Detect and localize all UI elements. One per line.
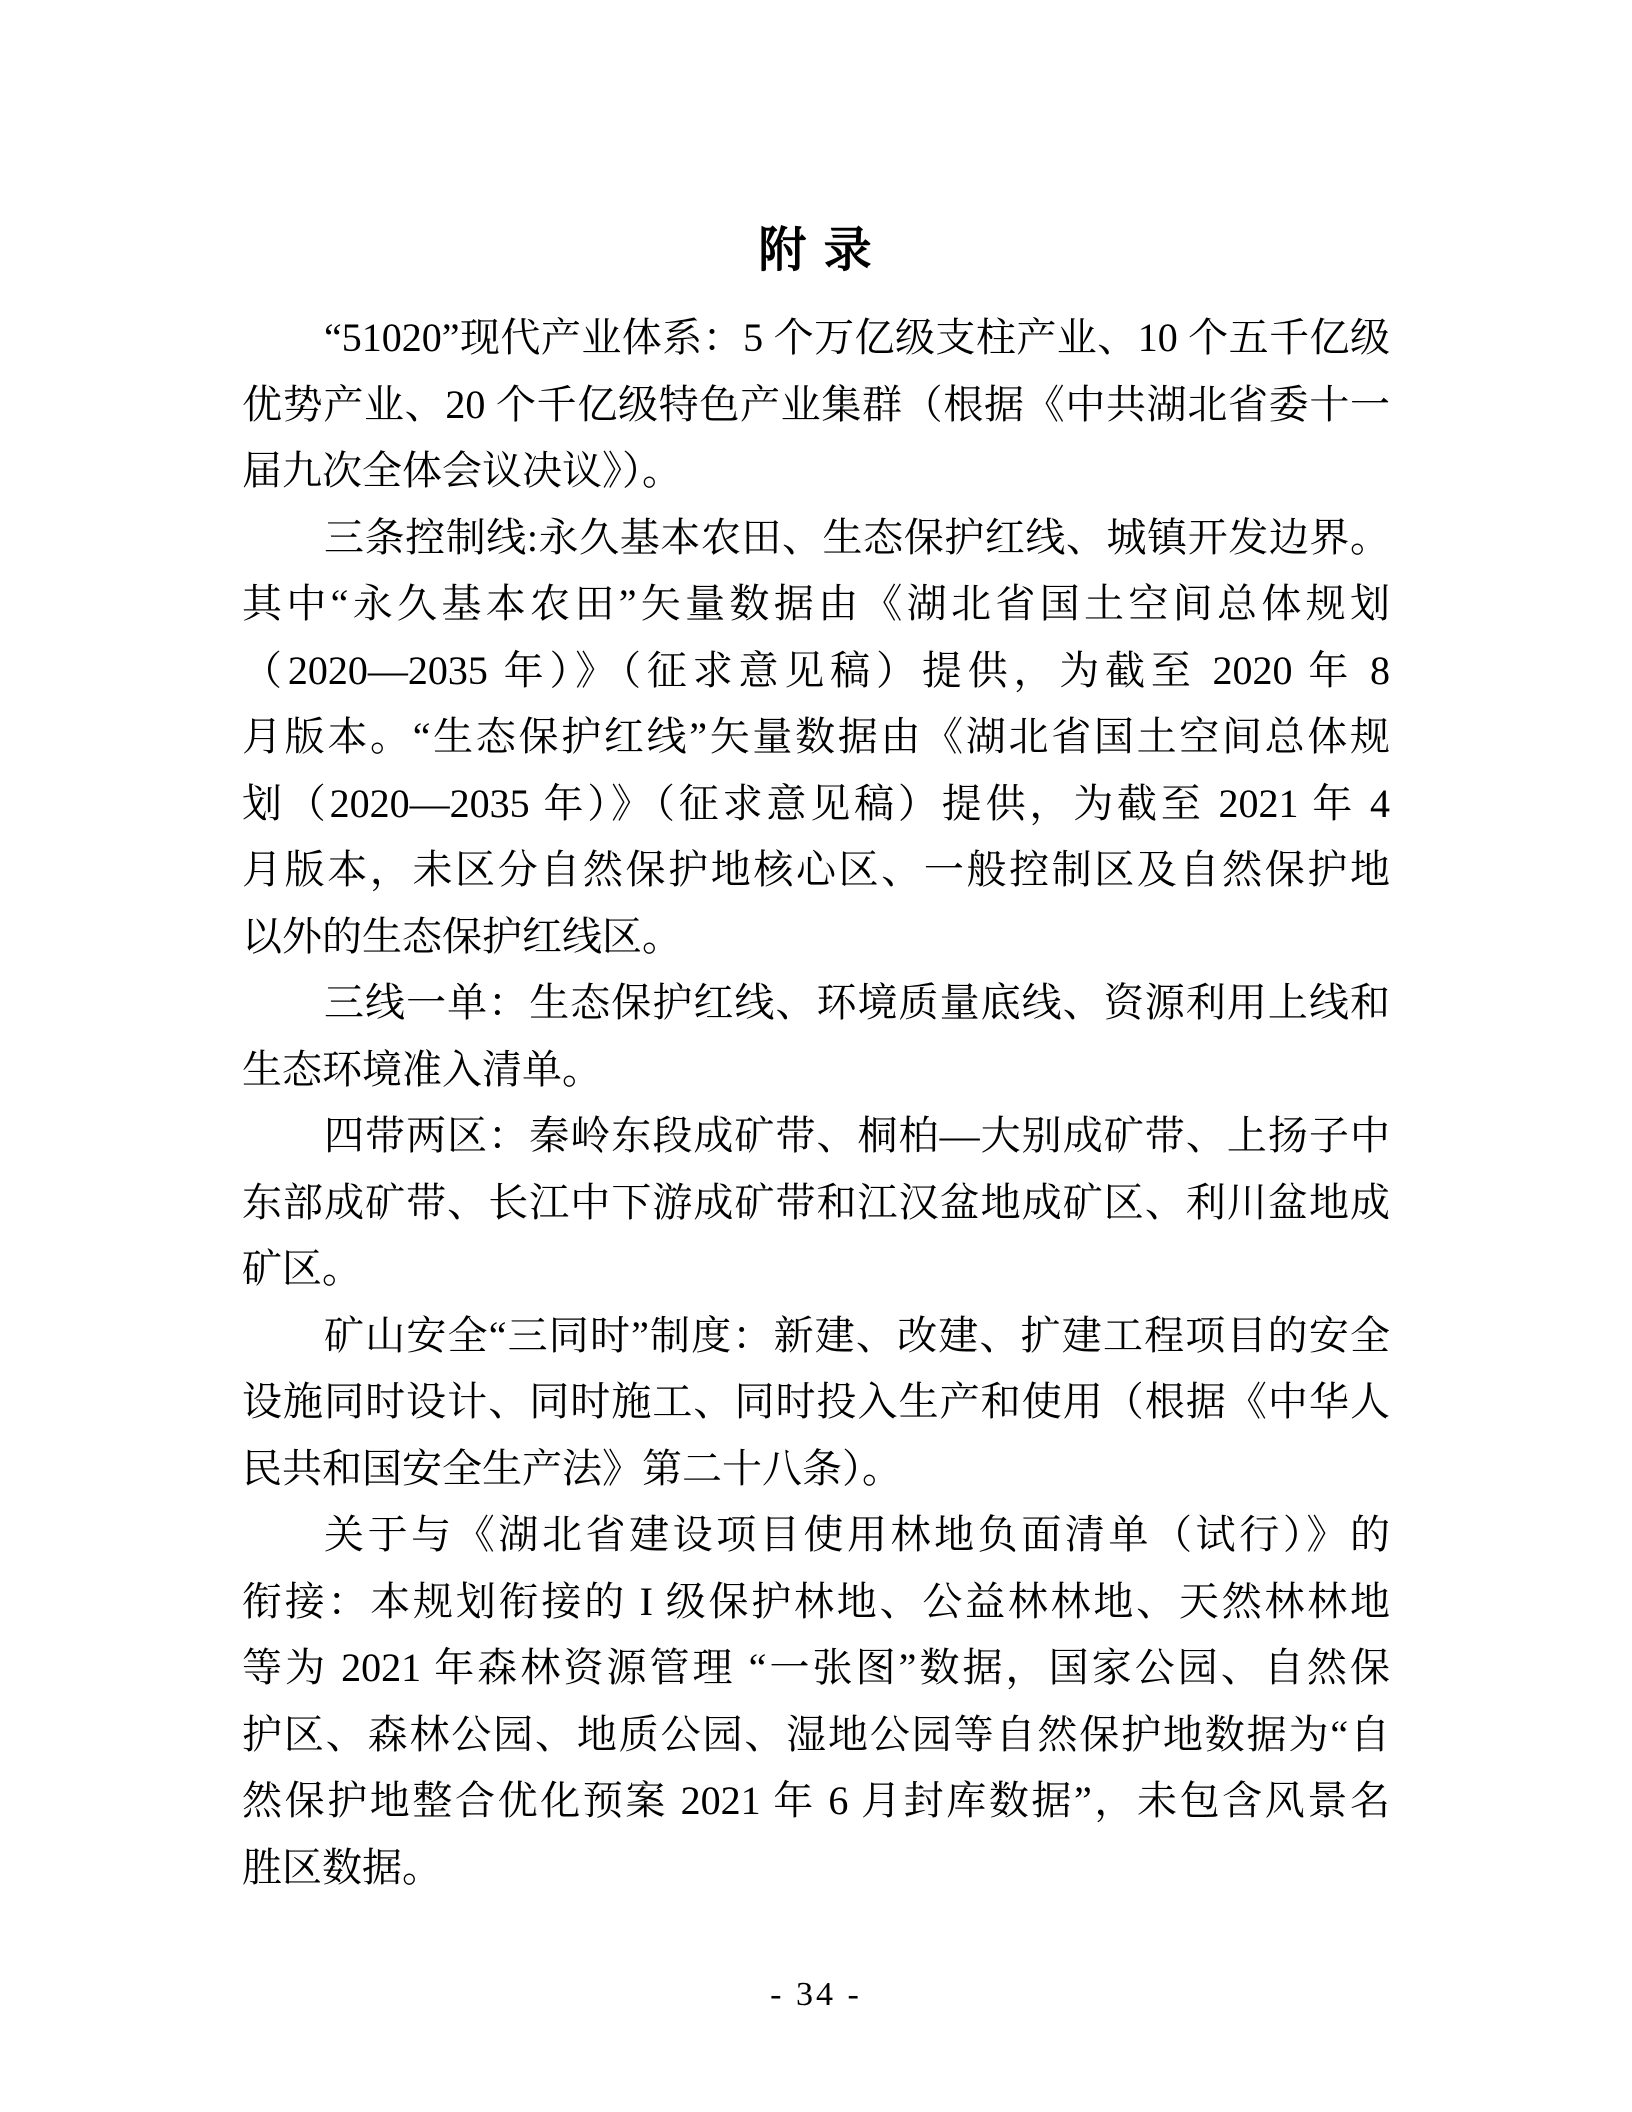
paragraph-line: 矿山安全“三同时”制度：新建、改建、扩建工程项目的安全 <box>324 1312 1390 1358</box>
paragraph-line: 三条控制线:永久基本农田、生态保护红线、城镇开发边界。 <box>324 514 1390 560</box>
paragraph-line: 然保护地整合优化预案 2021 年 6 月封库数据”，未包含风景名 <box>242 1778 1390 1823</box>
paragraph-line: 民共和国安全生产法》第二十八条）。 <box>242 1445 902 1491</box>
paragraph-line: 护区、森林公园、地质公园、湿地公园等自然保护地数据为“自 <box>242 1711 1390 1757</box>
paragraph-line: 划（2020—2035 年）》（征求意见稿）提供，为截至 2021 年 4 <box>242 780 1390 826</box>
paragraph-line: 月版本，未区分自然保护地核心区、一般控制区及自然保护地 <box>242 847 1390 892</box>
paragraph-line: 矿区。 <box>242 1246 362 1291</box>
paragraph-line: 以外的生态保护红线区。 <box>242 913 682 959</box>
paragraph <box>242 1502 1390 1901</box>
paragraph-line: 四带两区：秦岭东段成矿带、桐柏—大别成矿带、上扬子中 <box>324 1113 1390 1158</box>
paragraph-line: 关于与《湖北省建设项目使用林地负面清单（试行）》的 <box>324 1512 1390 1557</box>
paragraph-line: 衔接：本规划衔接的 I 级保护林地、公益林林地、天然林林地 <box>242 1578 1390 1624</box>
paragraph <box>242 305 1390 505</box>
paragraph-line: 其中“永久基本农田”矢量数据由《湖北省国土空间总体规划 <box>242 581 1390 626</box>
document-body <box>242 305 1390 1901</box>
paragraph-line: “51020”现代产业体系：5 个万亿级支柱产业、10 个五千亿级 <box>324 315 1390 360</box>
paragraph-line: 东部成矿带、长江中下游成矿带和江汉盆地成矿区、利川盆地成 <box>242 1179 1390 1225</box>
paragraph-line: 优势产业、20 个千亿级特色产业集群（根据《中共湖北省委十一 <box>242 381 1390 427</box>
page-number: - 34 - <box>770 1976 862 2013</box>
paragraph <box>242 970 1390 1103</box>
paragraph-line: 月版本。“生态保护红线”矢量数据由《湖北省国土空间总体规 <box>242 714 1390 759</box>
paragraph <box>242 505 1390 971</box>
paragraph <box>242 1103 1390 1303</box>
paragraph-line: 三线一单：生态保护红线、环境质量底线、资源利用上线和 <box>324 980 1390 1025</box>
paragraph-line: 届九次全体会议决议》）。 <box>242 448 682 493</box>
paragraph-line: 胜区数据。 <box>242 1844 442 1890</box>
paragraph <box>242 1303 1390 1503</box>
paragraph-line: 等为 2021 年森林资源管理 “一张图”数据，国家公园、自然保 <box>242 1645 1390 1690</box>
paragraph-line: 设施同时设计、同时施工、同时投入生产和使用（根据《中华人 <box>242 1379 1390 1424</box>
paragraph-line: 生态环境准入清单。 <box>242 1046 602 1092</box>
paragraph-line: （2020—2035 年）》（征求意见稿）提供，为截至 2020 年 8 <box>242 647 1390 693</box>
page-title: 附 录 <box>758 224 874 277</box>
